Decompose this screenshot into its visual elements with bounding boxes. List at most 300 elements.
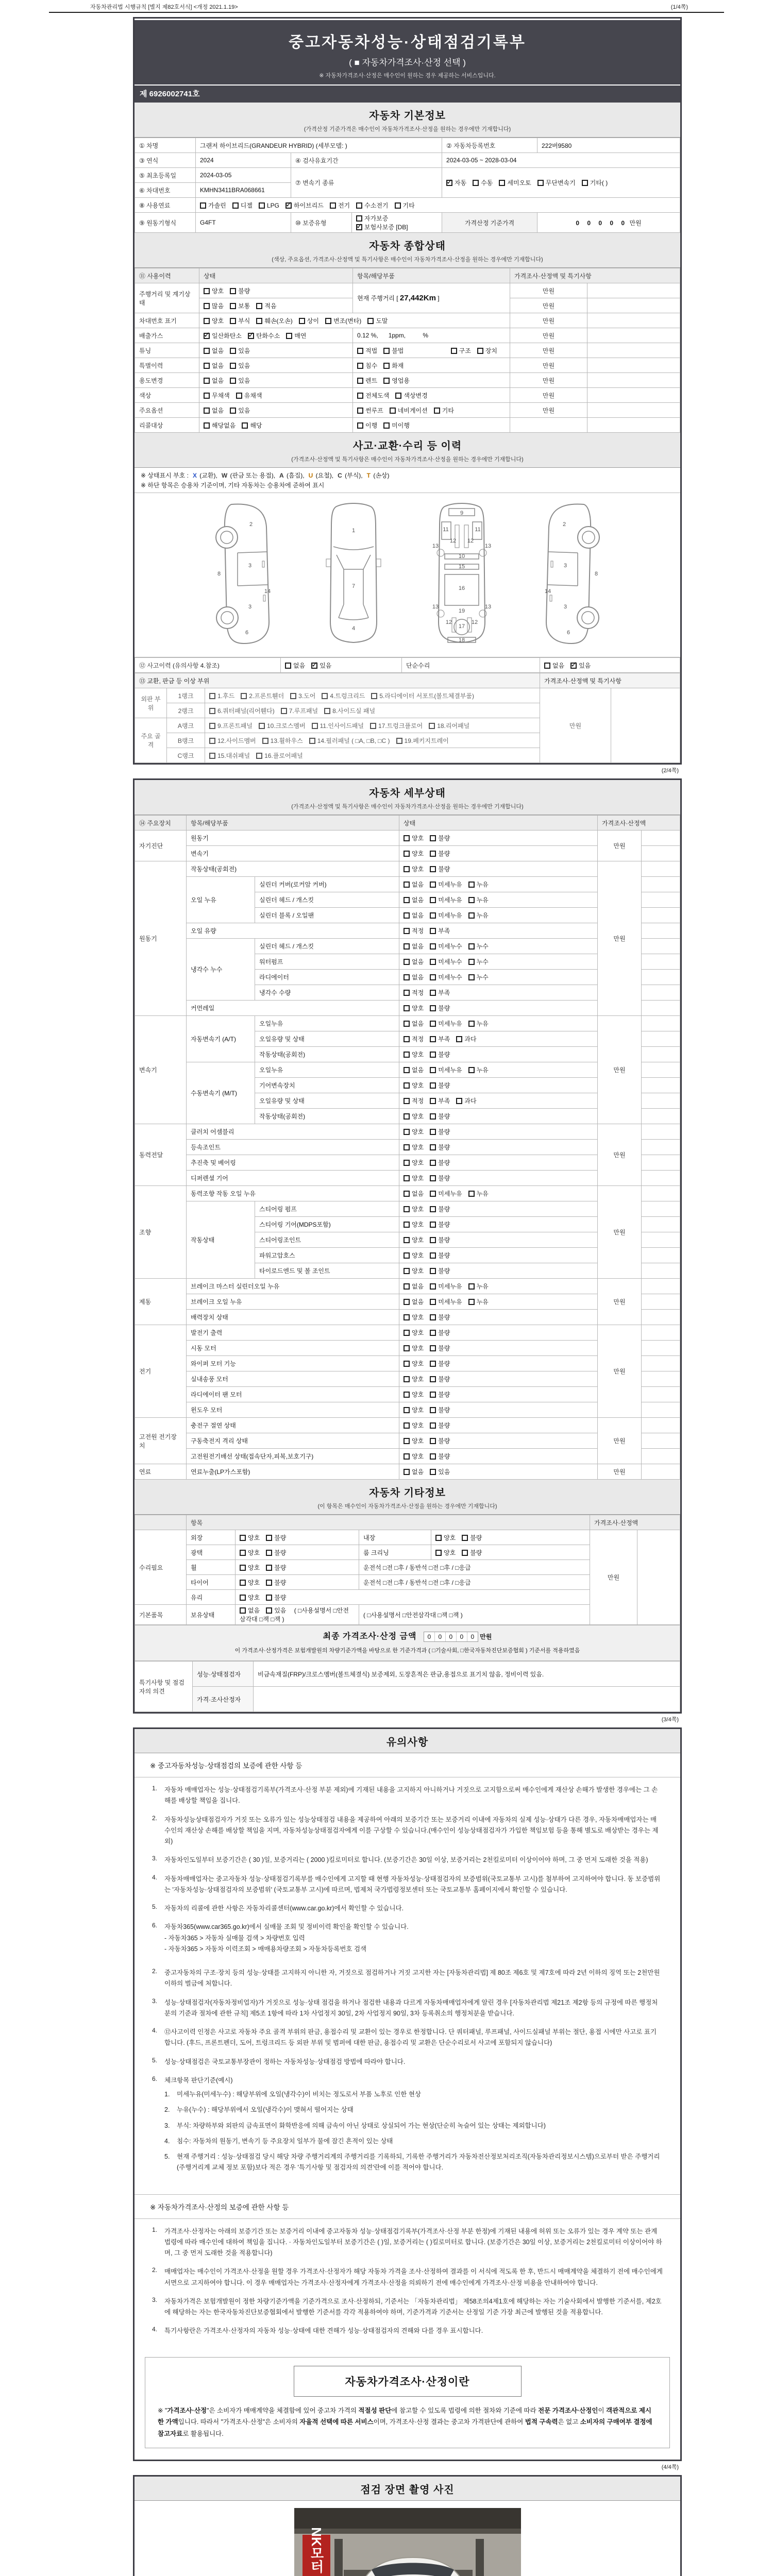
notice-number: 5.	[152, 1903, 158, 1910]
checkbox-양호[interactable]	[204, 318, 210, 324]
checkbox-12.사이드멤버[interactable]	[209, 738, 215, 744]
checkbox-유채색[interactable]	[236, 393, 242, 399]
checkbox-없음[interactable]	[404, 1021, 410, 1027]
checkbox-6.쿼터패널(리어휀다)[interactable]	[209, 708, 215, 714]
checkbox-있음[interactable]	[570, 663, 577, 669]
detail-header-state: 상태	[399, 816, 598, 831]
checkbox-없음[interactable]	[204, 363, 210, 369]
checkbox-전기[interactable]	[330, 202, 336, 209]
checkbox-누수[interactable]	[468, 959, 475, 965]
checkbox-불량[interactable]	[266, 1550, 272, 1556]
checkbox-없음[interactable]	[404, 897, 410, 903]
detail-price-cell: 만원	[598, 1186, 642, 1279]
option-불량	[430, 1112, 450, 1121]
checkbox-미세누수[interactable]	[430, 943, 436, 950]
detail-item-실린더 헤드 / 개스킷: 실린더 헤드 / 개스킷	[255, 892, 399, 908]
checkbox-영업용[interactable]	[383, 378, 390, 384]
option-수동	[473, 178, 493, 187]
detail-state-options	[399, 923, 598, 939]
simple-repair-options	[540, 658, 680, 673]
checkbox-부족[interactable]	[430, 1098, 436, 1104]
checkbox-도말[interactable]	[367, 318, 374, 324]
checkbox-없음[interactable]	[204, 408, 210, 414]
checkbox-양호[interactable]	[404, 1345, 410, 1351]
checkbox-LPG[interactable]	[259, 202, 265, 209]
checkbox-양호[interactable]	[404, 1252, 410, 1259]
part-option-15.대쉬패널	[209, 751, 250, 760]
option-디젤	[232, 201, 253, 210]
checkbox-없음[interactable]	[404, 912, 410, 919]
checkbox-무단변속기[interactable]	[537, 180, 544, 186]
option-label: 미세누유	[438, 881, 462, 888]
other-header-blank	[135, 1515, 187, 1530]
checkbox-없음[interactable]	[544, 663, 550, 669]
checkbox-과다[interactable]	[456, 1036, 462, 1042]
detail-price-note	[642, 1109, 680, 1124]
checkbox-보통[interactable]	[230, 303, 236, 309]
option-label: 양호	[412, 1206, 424, 1213]
checkbox-없음[interactable]	[404, 943, 410, 950]
checkbox-양호[interactable]	[240, 1595, 246, 1601]
checkbox-누유[interactable]	[468, 1283, 475, 1290]
checkbox-불량[interactable]	[266, 1580, 272, 1586]
detail-item-등속조인트: 등속조인트	[187, 1140, 399, 1155]
notice-text: 가격조사·산정자는 아래의 보증기간 또는 보증거리 이내에 중고자동차 성능·상태점검기록부(가격조사·산정 부분 한정)에 기재된 내용에 허위 또는 오류가 있는 경우 계약 또는 관계법령에 따라 매수인에 대하여 책임을 집니다. · 자동차인도일부터 보증기간은 ( )일, 보증거리는 ( )킬로미터로 합니다. (보증기간은 30일 이상, 보증거리는 2천킬로미터 이상이어야 하며, 그 중 먼저 도래한 것을 적용합니다)	[164, 2227, 662, 2257]
checkbox-미세누유[interactable]	[430, 1021, 436, 1027]
checkbox-미세누유[interactable]	[430, 897, 436, 903]
checkbox-불량[interactable]	[430, 1160, 436, 1166]
option-label: 있음	[320, 662, 332, 669]
checkbox-양호[interactable]	[404, 1314, 410, 1320]
checkbox-양호[interactable]	[404, 1175, 410, 1181]
checkbox-없음[interactable]	[204, 378, 210, 384]
checkbox-있음[interactable]	[230, 348, 236, 354]
option-없음	[404, 1019, 424, 1028]
detail-price-note	[642, 1171, 680, 1186]
checkbox-누유[interactable]	[468, 897, 475, 903]
detail-state-options	[399, 1155, 598, 1171]
option-없음	[404, 973, 424, 981]
checkbox-수소전기[interactable]	[356, 202, 362, 209]
checkbox-없음[interactable]	[404, 974, 410, 980]
car-diagram-side-left	[207, 499, 284, 649]
option-label: 없음	[212, 347, 224, 354]
option-보통	[230, 301, 250, 310]
checkbox-전체도색[interactable]	[357, 393, 363, 399]
option-영업용	[383, 376, 410, 385]
checkbox-불량[interactable]	[430, 851, 436, 857]
part-option-4.트렁크리드	[322, 691, 365, 700]
checkbox-과다[interactable]	[456, 1098, 462, 1104]
option-상이	[299, 316, 319, 325]
checkbox-누유[interactable]	[468, 1299, 475, 1305]
option-label: 불량	[438, 1082, 450, 1089]
checkbox-15.대쉬패널[interactable]	[209, 753, 215, 759]
checkbox-불량[interactable]	[430, 1345, 436, 1351]
checkbox-누유[interactable]	[468, 1021, 475, 1027]
checkbox-양호[interactable]	[404, 1268, 410, 1274]
checkbox-렌트[interactable]	[357, 378, 363, 384]
checkbox-불량[interactable]	[430, 1129, 436, 1135]
checkbox-불량[interactable]	[430, 866, 436, 872]
detail-item-디퍼렌셜 기어: 디퍼렌셜 기어	[187, 1171, 399, 1186]
checkbox-불량[interactable]	[430, 1144, 436, 1150]
checkbox-불법[interactable]	[383, 348, 390, 354]
checkbox-양호[interactable]	[404, 851, 410, 857]
option-label: 유채색	[244, 392, 262, 399]
checkbox-변조(변타)[interactable]	[325, 318, 331, 324]
checkbox-있음[interactable]	[230, 408, 236, 414]
checkbox-양호[interactable]	[404, 1082, 410, 1089]
detail-price-note	[642, 1310, 680, 1325]
option-label: 불량	[274, 1594, 287, 1601]
detail-item-라디에이터 팬 모터: 라디에이터 팬 모터	[187, 1387, 399, 1402]
checkbox-부족[interactable]	[430, 990, 436, 996]
option-label: 미세누수	[438, 958, 462, 965]
option-누유	[468, 1065, 489, 1074]
checkbox-미세누유[interactable]	[430, 1299, 436, 1305]
detail-price-cell: 만원	[598, 1124, 642, 1186]
checkbox-미세누유[interactable]	[430, 882, 436, 888]
checkbox-양호[interactable]	[404, 1052, 410, 1058]
checkbox-누수[interactable]	[468, 974, 475, 980]
checkbox-10.크로스멤버[interactable]	[259, 723, 265, 729]
checkbox-미세누유[interactable]	[430, 1191, 436, 1197]
checkbox-8.사이드실 패널[interactable]	[324, 708, 330, 714]
checkbox-양호[interactable]	[404, 1113, 410, 1120]
checkbox-불량[interactable]	[266, 1535, 272, 1541]
checkbox-불량[interactable]	[230, 288, 236, 294]
checkbox-양호[interactable]	[204, 288, 210, 294]
checkbox-많음[interactable]	[204, 303, 210, 309]
checkbox-탄화수소[interactable]	[248, 333, 254, 339]
option-침수	[357, 361, 377, 370]
checkbox-양호[interactable]	[240, 1550, 246, 1556]
checkbox-기타[interactable]	[395, 202, 401, 209]
checkbox-양호[interactable]	[404, 1005, 410, 1011]
checkbox-2.프론트휀더[interactable]	[241, 693, 247, 699]
option-label: 있음	[238, 347, 250, 354]
checkbox-양호[interactable]	[435, 1535, 442, 1541]
checkbox-불량[interactable]	[430, 1453, 436, 1460]
checkbox-없음[interactable]	[404, 1283, 410, 1290]
other-row	[135, 1530, 680, 1545]
diagram-part-number-3: 3	[248, 604, 251, 610]
checkbox-무채색[interactable]	[204, 393, 210, 399]
checkbox-양호[interactable]	[404, 1330, 410, 1336]
checkbox-없음[interactable]	[404, 959, 410, 965]
checkbox-9.프론트패널[interactable]	[209, 723, 215, 729]
checkbox-있음[interactable]	[311, 663, 317, 669]
accident-history-options	[281, 658, 402, 673]
option-label: 없음	[412, 912, 424, 919]
option-label: 세미오토	[507, 179, 531, 187]
checkbox-상이[interactable]	[299, 318, 305, 324]
checkbox-16.플로어패널[interactable]	[256, 753, 262, 759]
checkbox-양호[interactable]	[404, 1144, 410, 1150]
checkbox-수동[interactable]	[473, 180, 479, 186]
detail-price-note	[642, 1124, 680, 1140]
checkbox-있음[interactable]	[266, 1607, 272, 1614]
checkbox-양호[interactable]	[404, 1222, 410, 1228]
checkbox-불량[interactable]	[430, 1407, 436, 1413]
checkbox-양호[interactable]	[404, 1438, 410, 1444]
notice-number: 1.	[152, 2226, 158, 2233]
checkbox-불량[interactable]	[430, 1005, 436, 1011]
other-price-cell: 만원	[590, 1530, 637, 1625]
checkbox-양호[interactable]	[404, 1453, 410, 1460]
rank-items	[205, 733, 540, 748]
checkbox-양호[interactable]	[404, 1376, 410, 1382]
checkbox-14.필러패널 ( □A, □B, □C )[interactable]	[309, 738, 315, 744]
checkbox-자동[interactable]	[446, 180, 452, 186]
checkbox-자가보증[interactable]	[356, 215, 362, 222]
checkbox-5.라디에이터 서포트(볼트체결부품)[interactable]	[371, 693, 377, 699]
car-diagram-bottom	[423, 499, 500, 649]
checkbox-3.도어[interactable]	[290, 693, 296, 699]
option-양호	[404, 1205, 424, 1213]
checkbox-불량[interactable]	[430, 1175, 436, 1181]
checkbox-누수[interactable]	[468, 943, 475, 950]
notice-number: 3.	[152, 2296, 158, 2303]
engine-type-value: G4FT	[196, 213, 291, 233]
checkbox-양호[interactable]	[404, 866, 410, 872]
option-label: 양호	[412, 1314, 424, 1321]
checkbox-미세누유[interactable]	[430, 912, 436, 919]
car-name-value: 그랜저 하이브리드(GRANDEUR HYBRID) (세부모델: )	[196, 138, 442, 153]
checkbox-불량[interactable]	[430, 1052, 436, 1058]
checkbox-해당없음[interactable]	[204, 422, 210, 429]
checkbox-디젤[interactable]	[232, 202, 239, 209]
checkbox-불량[interactable]	[430, 1082, 436, 1089]
checkbox-세미오토[interactable]	[499, 180, 505, 186]
checkbox-적정[interactable]	[404, 1036, 410, 1042]
checkbox-구조[interactable]	[451, 348, 457, 354]
year-label: ③ 연식	[135, 153, 196, 168]
checkbox-불량[interactable]	[430, 1222, 436, 1228]
checkbox-미세누유[interactable]	[430, 1067, 436, 1073]
checkbox-미이행[interactable]	[383, 422, 390, 429]
detail-price-cell: 만원	[598, 1418, 642, 1464]
checkbox-양호[interactable]	[404, 1361, 410, 1367]
checkbox-미세누수[interactable]	[430, 959, 436, 965]
option-label: 불량	[438, 1159, 450, 1166]
checkbox-훼손(오손)[interactable]	[256, 318, 262, 324]
checkbox-양호[interactable]	[240, 1580, 246, 1586]
checkbox-이행[interactable]	[357, 422, 363, 429]
checkbox-부족[interactable]	[430, 1036, 436, 1042]
option-label: 있음	[238, 362, 250, 369]
option-양호	[404, 1112, 424, 1121]
checkbox-침수[interactable]	[357, 363, 363, 369]
checkbox-불량[interactable]	[430, 1113, 436, 1120]
checkbox-불량[interactable]	[430, 1314, 436, 1320]
checkbox-있음[interactable]	[430, 1469, 436, 1475]
detail-row	[135, 1186, 680, 1201]
option-label: 불량	[438, 1005, 450, 1012]
checkbox-7.루프패널[interactable]	[281, 708, 287, 714]
checkbox-없음[interactable]	[240, 1607, 246, 1614]
detail-price-note	[642, 1140, 680, 1155]
checkbox-적정[interactable]	[404, 1098, 410, 1104]
checkbox-없음[interactable]	[404, 1469, 410, 1475]
detail-sub-작동상태: 작동상태	[187, 1201, 255, 1279]
option-label: 양호	[412, 1128, 424, 1136]
checkbox-불량[interactable]	[266, 1565, 272, 1571]
detail-state-options	[399, 846, 598, 861]
checkbox-양호[interactable]	[240, 1565, 246, 1571]
detail-item-오일유량 및 상태: 오일유량 및 상태	[255, 1031, 399, 1047]
notice-text: 자동차의 리콜에 관한 사항은 자동차리콜센터(www.car.go.kr)에서 확인할 수 있습니다.	[164, 1905, 404, 1912]
checkbox-매연[interactable]	[286, 333, 292, 339]
checkbox-있음[interactable]	[230, 378, 236, 384]
checkbox-불량[interactable]	[430, 1376, 436, 1382]
part-option-2.프론트휀더	[241, 691, 284, 700]
checkbox-불량[interactable]	[430, 1392, 436, 1398]
checkbox-적음[interactable]	[256, 303, 262, 309]
checkbox-양호[interactable]	[404, 1392, 410, 1398]
option-label: 상이	[307, 317, 319, 325]
part-group-주요 골격: 주요 골격	[135, 718, 167, 763]
option-없음	[204, 346, 224, 355]
checkbox-양호[interactable]	[404, 1160, 410, 1166]
checkbox-18.리어패널[interactable]	[429, 723, 435, 729]
checkbox-하이브리드[interactable]	[285, 202, 292, 209]
checkbox-누유[interactable]	[468, 1067, 475, 1073]
option-label: 수소전기	[364, 201, 389, 209]
checkbox-불량[interactable]	[462, 1550, 468, 1556]
option-label: 양호	[212, 317, 224, 325]
option-적정	[404, 1096, 424, 1105]
checkbox-양호[interactable]	[404, 1206, 410, 1212]
option-양호	[404, 1452, 424, 1461]
checkbox-불량[interactable]	[266, 1595, 272, 1601]
checkbox-미세누수[interactable]	[430, 974, 436, 980]
checkbox-기타[interactable]	[434, 408, 440, 414]
checkbox-양호[interactable]	[435, 1550, 442, 1556]
checkbox-13.휠하우스[interactable]	[262, 738, 268, 744]
option-양호	[404, 1344, 424, 1352]
option-label: LPG	[266, 201, 279, 209]
checkbox-17.트렁크플로어[interactable]	[370, 723, 376, 729]
checkbox-양호[interactable]	[404, 1407, 410, 1413]
state-options	[199, 343, 353, 358]
other-options-2	[431, 1545, 590, 1560]
checkbox-없음[interactable]	[404, 882, 410, 888]
checkbox-썬루프[interactable]	[357, 408, 363, 414]
option-label: 불량	[438, 1206, 450, 1213]
checkbox-없음[interactable]	[404, 1191, 410, 1197]
checkbox-미세누유[interactable]	[430, 1283, 436, 1290]
option-label: 썬루프	[365, 406, 383, 414]
checkbox-불량[interactable]	[430, 1422, 436, 1429]
checkbox-적법[interactable]	[357, 348, 363, 354]
checkbox-부족[interactable]	[430, 928, 436, 934]
checkbox-색상변경[interactable]	[395, 393, 401, 399]
checkbox-1.후드[interactable]	[209, 693, 215, 699]
option-label: 양호	[412, 1144, 424, 1151]
option-label: 불량	[438, 1422, 450, 1429]
checkbox-네비게이션[interactable]	[390, 408, 396, 414]
checkbox-적정[interactable]	[404, 990, 410, 996]
detail-item-실린더 커버(로커암 커버): 실린더 커버(로커암 커버)	[255, 877, 399, 892]
checkbox-있음[interactable]	[230, 363, 236, 369]
option-전체도색	[357, 391, 389, 400]
checkbox-19.페키지트레이[interactable]	[396, 738, 402, 744]
checkbox-일산화탄소[interactable]	[204, 333, 210, 339]
checkbox-불량[interactable]	[430, 1438, 436, 1444]
checkbox-없음[interactable]	[404, 1299, 410, 1305]
detail-state-options	[399, 1371, 598, 1387]
option-양호	[204, 286, 224, 295]
option-없음	[404, 942, 424, 951]
checkbox-누유[interactable]	[468, 882, 475, 888]
option-label: 불량	[274, 1534, 287, 1541]
option-매연	[286, 331, 306, 340]
checkbox-장치[interactable]	[477, 348, 483, 354]
checkbox-불량[interactable]	[430, 835, 436, 841]
detail-header-price: 가격조사·산정액	[598, 816, 680, 831]
checkbox-누유[interactable]	[468, 912, 475, 919]
checkbox-보험사보증 [DB][interactable]	[356, 224, 362, 230]
checkbox-불량[interactable]	[430, 1237, 436, 1243]
checkbox-양호[interactable]	[404, 1422, 410, 1429]
part-option-1.후드	[209, 691, 234, 700]
checkbox-양호[interactable]	[404, 835, 410, 841]
checkbox-불량[interactable]	[430, 1268, 436, 1274]
checkbox-불량[interactable]	[430, 1252, 436, 1259]
price-cell: 만원	[510, 343, 587, 358]
checkbox-없음[interactable]	[204, 348, 210, 354]
checkbox-11.인사이드패널[interactable]	[312, 723, 318, 729]
checkbox-화재[interactable]	[383, 363, 390, 369]
checkbox-불량[interactable]	[430, 1206, 436, 1212]
checkbox-4.트렁크리드[interactable]	[322, 693, 328, 699]
detail-item-실린더 헤드 / 개스킷: 실린더 헤드 / 개스킷	[255, 939, 399, 954]
diagram-part-number-13: 13	[484, 543, 491, 549]
option-label: 부족	[438, 989, 450, 996]
checkbox-해당[interactable]	[242, 422, 248, 429]
checkbox-가솔린[interactable]	[200, 202, 206, 209]
detail-price-note	[642, 923, 680, 939]
checkbox-부식[interactable]	[230, 318, 236, 324]
part-option-8.사이드실 패널	[324, 706, 375, 715]
checkbox-불량[interactable]	[430, 1361, 436, 1367]
checkbox-불량[interactable]	[430, 1330, 436, 1336]
option-불량	[430, 1251, 450, 1260]
page-marker-3: (3/4쪽)	[661, 1717, 679, 1723]
checkbox-불량[interactable]	[462, 1535, 468, 1541]
option-label: 없음	[412, 1020, 424, 1027]
checkbox-양호[interactable]	[240, 1535, 246, 1541]
option-양호	[435, 1548, 456, 1557]
checkbox-양호[interactable]	[404, 1129, 410, 1135]
detail-state-options	[399, 1449, 598, 1464]
option-label: 불량	[438, 1376, 450, 1383]
detail-state-options	[399, 1217, 598, 1232]
option-label: 있음	[579, 662, 591, 669]
overall-header-item: 항목/해당부품	[353, 268, 510, 283]
checkbox-없음[interactable]	[404, 1067, 410, 1073]
checkbox-없음[interactable]	[285, 663, 291, 669]
checkbox-양호[interactable]	[404, 1237, 410, 1243]
checkbox-기타( )[interactable]	[582, 180, 588, 186]
option-불량	[430, 1436, 450, 1445]
checkbox-적정[interactable]	[404, 928, 410, 934]
diagram-part-number-12: 12	[471, 619, 478, 625]
transmission-options	[442, 168, 680, 198]
checkbox-누유[interactable]	[468, 1191, 475, 1197]
